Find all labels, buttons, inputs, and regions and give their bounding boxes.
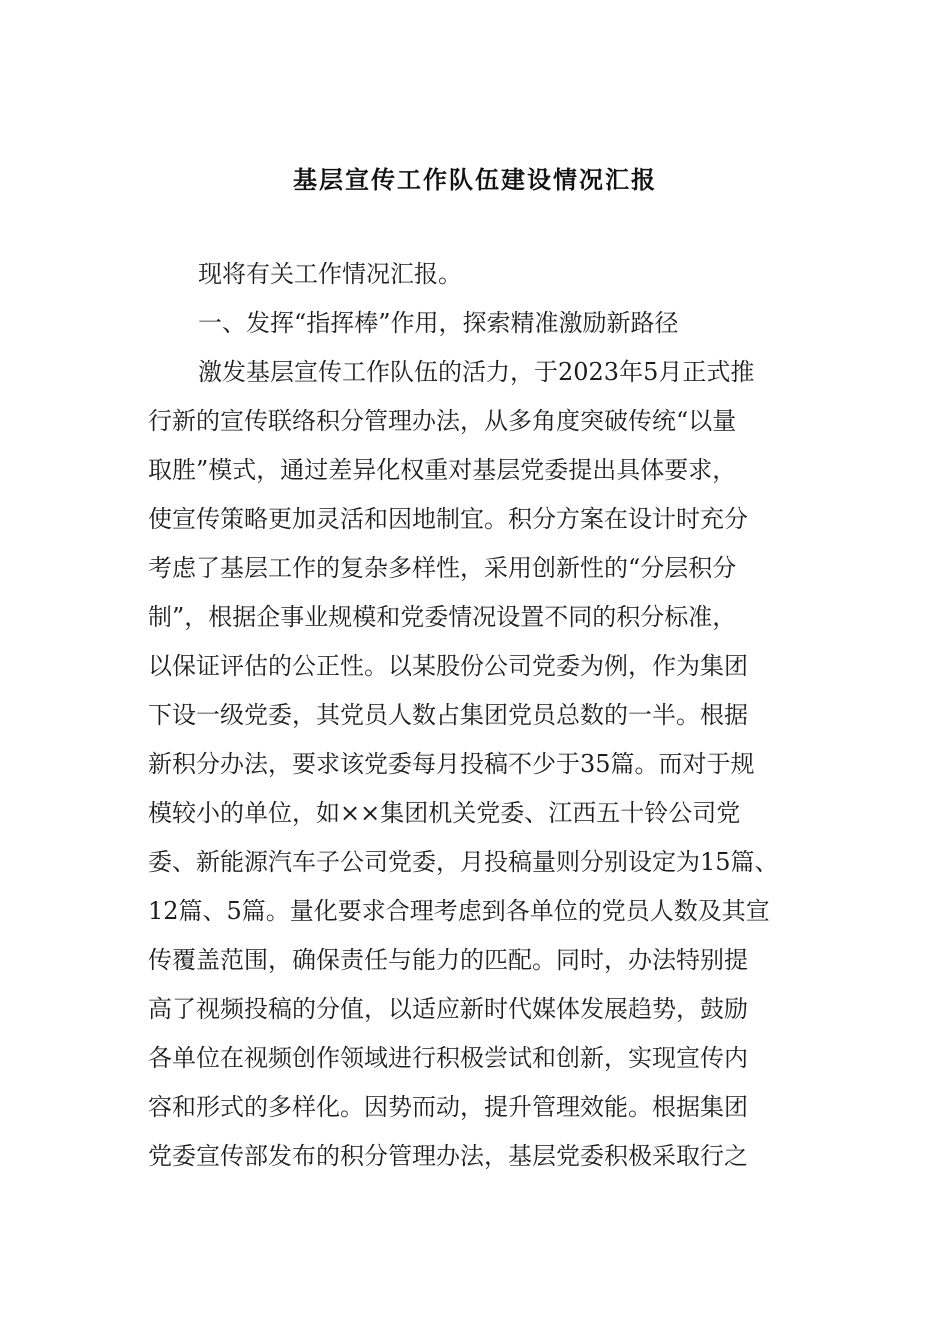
paragraph-line: 行新的宣传联络积分管理办法，从多角度突破传统“以量	[148, 407, 737, 435]
paragraph-line: 党委宣传部发布的积分管理办法，基层党委积极采取行之	[148, 1142, 748, 1170]
paragraph-line: 使宣传策略更加灵活和因地制宜。积分方案在设计时充分	[148, 505, 748, 533]
paragraph-line: 各单位在视频创作领域进行积极尝试和创新，实现宣传内	[148, 1044, 748, 1072]
paragraph-line: 激发基层宣传工作队伍的活力，于2023年5月正式推	[198, 358, 755, 386]
document-title: 基层宣传工作队伍建设情况汇报	[293, 165, 657, 194]
intro-line: 现将有关工作情况汇报。	[198, 260, 462, 288]
paragraph-line: 委、新能源汽车子公司党委，月投稿量则分别设定为15篇、	[148, 848, 779, 876]
paragraph-line: 12篇、5篇。量化要求合理考虑到各单位的党员人数及其宣	[148, 897, 770, 925]
paragraph-line: 传覆盖范围，确保责任与能力的匹配。同时，办法特别提	[148, 946, 748, 974]
paragraph-line: 容和形式的多样化。因势而动，提升管理效能。根据集团	[148, 1093, 748, 1121]
paragraph-line: 下设一级党委，其党员人数占集团党员总数的一半。根据	[148, 701, 748, 729]
paragraph-line: 高了视频投稿的分值，以适应新时代媒体发展趋势，鼓励	[148, 995, 748, 1023]
paragraph-line: 以保证评估的公正性。以某股份公司党委为例，作为集团	[148, 652, 748, 680]
paragraph-line: 考虑了基层工作的复杂多样性，采用创新性的“分层积分	[148, 554, 737, 582]
paragraph-line: 取胜”模式，通过差异化权重对基层党委提出具体要求，	[148, 456, 737, 484]
section-heading: 一、发挥“指挥棒”作用，探索精准激励新路径	[198, 309, 679, 337]
paragraph-line: 制”，根据企事业规模和党委情况设置不同的积分标准，	[148, 603, 737, 631]
paragraph-line: 模较小的单位，如××集团机关党委、江西五十铃公司党	[148, 799, 741, 827]
paragraph-line: 新积分办法，要求该党委每月投稿不少于35篇。而对于规	[148, 750, 755, 778]
document-body	[148, 250, 816, 1181]
